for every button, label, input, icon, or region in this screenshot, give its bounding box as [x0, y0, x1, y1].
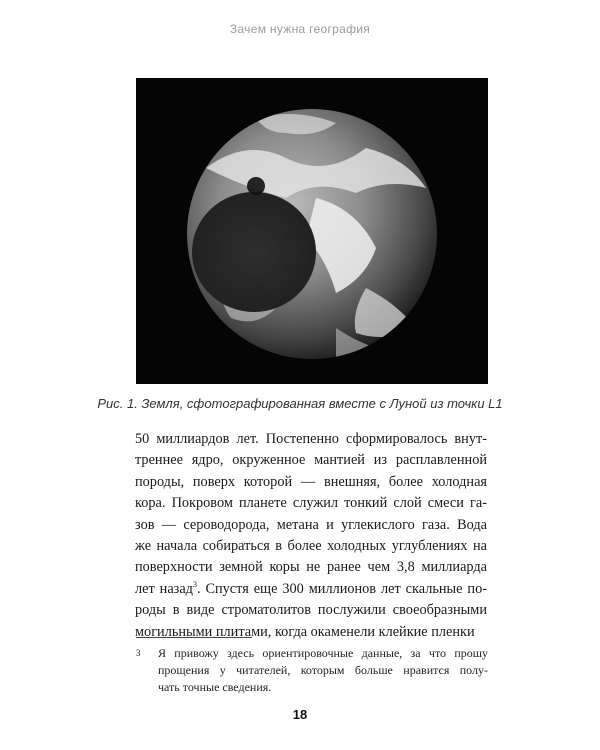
- body-line-10: могильными плитами, когда окаменели клейкие пленки: [135, 623, 475, 640]
- earth-photo: [136, 78, 488, 384]
- footnote-line-3: чать точные сведения.: [158, 680, 272, 694]
- body-line-8-end: Спустя еще 300 миллионов лет скальные по-: [205, 580, 487, 597]
- body-line-8-start: лет назад: [135, 580, 193, 597]
- body-line-1: 50 миллиардов лет. Постепенно сформировалось внут-: [135, 431, 487, 447]
- body-paragraph: [135, 429, 487, 643]
- figure-caption: Рис. 1. Земля, сфотографированная вместе с Луной из точки L1: [97, 396, 503, 411]
- page-number: 18: [292, 707, 308, 722]
- footnote-line-1: Я привожу здесь ориентировочные данные, за что прошу: [158, 646, 488, 660]
- body-line-6: же начала собираться в более холодных углублениях на: [135, 538, 487, 555]
- footnote-marker: 3: [136, 648, 141, 658]
- body-line-5: зов — сероводорода, метана и углекислого газа. Вода: [135, 516, 487, 533]
- body-line-4: кора. Покровом планете служил тонкий слой смеси га-: [135, 495, 487, 512]
- body-line-8: лет назад$^3$. Спустя еще 300 миллионов лет скальные по-: [135, 580, 487, 597]
- footnote-divider: [136, 637, 252, 638]
- moon-silhouette: [192, 192, 316, 312]
- storm-spot: [247, 177, 265, 195]
- body-line-7: поверхности земной коры не ранее чем 3,8 миллиарда: [135, 559, 487, 576]
- footnote-line-2: прощения у читателей, которым больше нравится полу-: [158, 663, 488, 677]
- body-line-3: породы, поверх которой — внешняя, более холодная: [135, 473, 487, 490]
- footnote-text: [158, 645, 488, 696]
- body-line-9: роды в виде строматолитов послужили своеобразными: [135, 602, 487, 619]
- running-header: Зачем нужна география: [229, 22, 371, 36]
- body-line-2: треннее ядро, окруженное мантией из расплавленной: [135, 452, 487, 469]
- footnote: [136, 645, 488, 696]
- earth-image: [136, 78, 488, 384]
- footnote-reference[interactable]: 3: [192, 580, 197, 590]
